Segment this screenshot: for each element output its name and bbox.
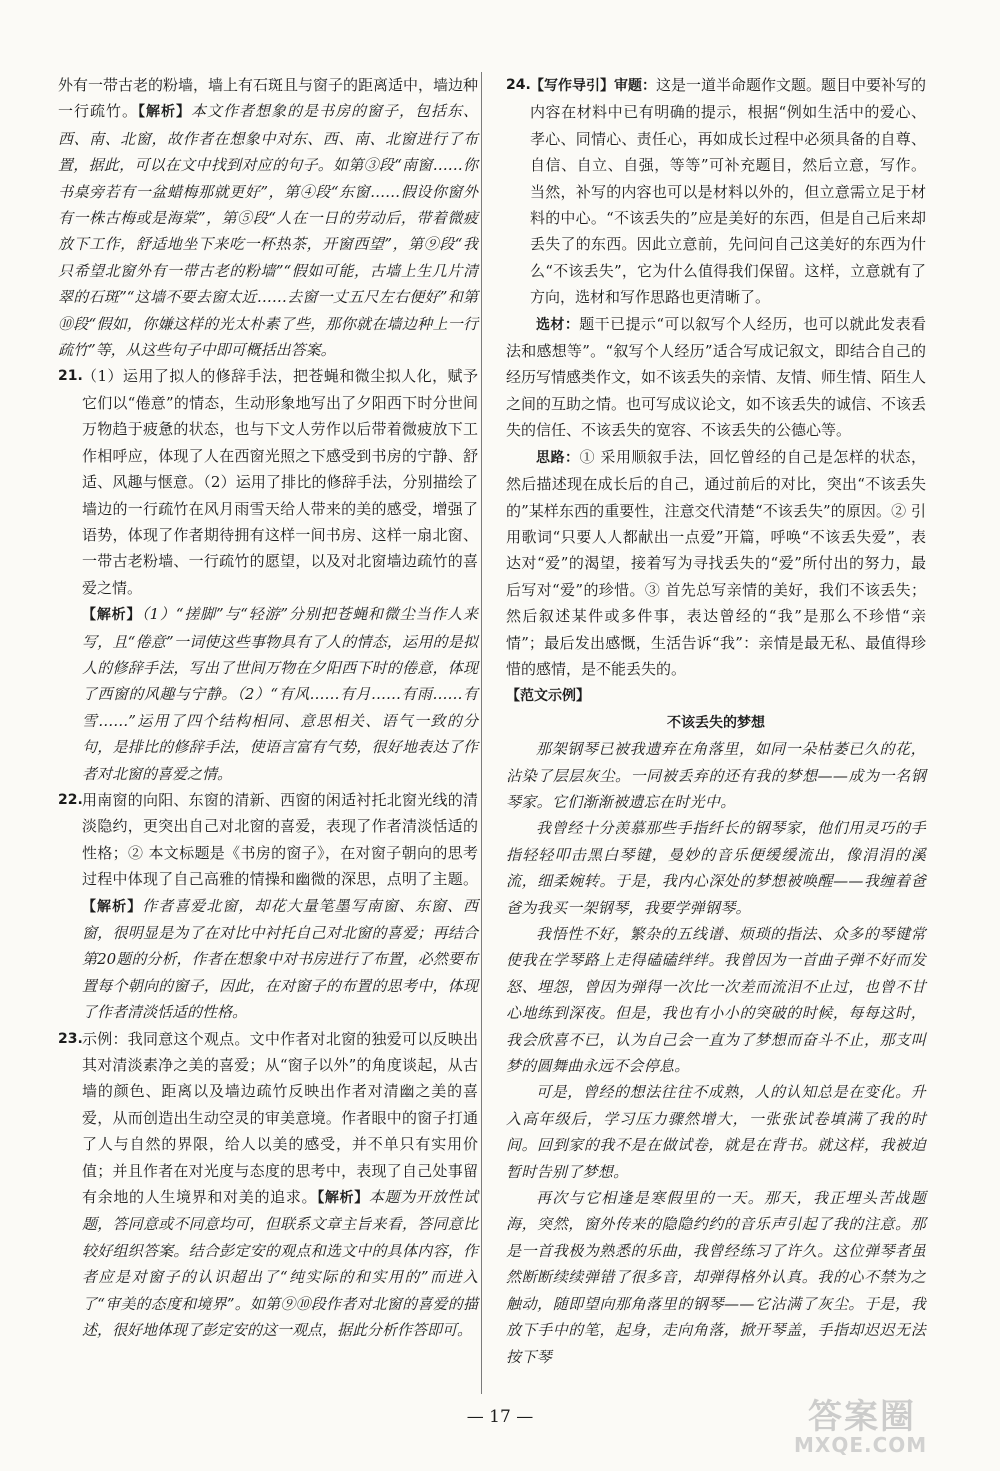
essay-paragraph-3: 我悟性不好，繁杂的五线谱、烦琐的指法、众多的琴键常使我在学琴路上走得磕磕绊绊。我曾因为一首曲子弹不好而发怒、埋怨，曾因为弹得一次比一次差而流泪不止过，也曾不甘心地练到深夜。但是，我也有小小的突破的时候，每每这时，我会欣喜不已，认为自己会一直为了梦想而奋斗不止，那支叫梦的圆舞曲永远不会停息。: [506, 925, 926, 1076]
essay-title: 不该丢失的梦想: [667, 714, 765, 731]
question-24: [506, 72, 926, 311]
column-divider: [481, 72, 482, 1394]
answer-text: 用南窗的向阳、东窗的清新、西窗的闲适衬托北窗光线的清淡隐约，更突出自己对北窗的喜爱，表现了作者清淡恬适的性格；② 本文标题是《书房的窗子》，在对窗子朝向的思考过程中体现了自己高雅的情操和幽微的深思，点明了主题。: [82, 790, 478, 889]
question-21: [58, 363, 478, 787]
essay-paragraph-4: 可是，曾经的想法往往不成熟，人的认知总是在变化。升入高年级后，学习压力骤然增大，一张张试卷填满了我的时间。回到家的我不是在做试卷，就是在背书。就这样，我被迫暂时告别了梦想。: [506, 1083, 926, 1181]
question-22: [58, 787, 478, 1026]
shenti-text: 这是一道半命题作文题。题目中要补写的内容在材料中已有明确的提示，根据“例如生活中的爱心、孝心、同情心、责任心，再如成长过程中必须具备的自尊、自信、自立、自强，等等”可补充题目，然后立意，写作。当然，补写的内容也可以是材料以外的，但立意需立足于材料的中心。“不该丢失的”应是美好的东西，但是自己后来却丢失了的东西。因此立意前，先问问自己这美好的东西为什么“不该丢失”，它为什么值得我们保留。这样，立意就有了方向，选材和写作思路也更清晰了。: [530, 76, 927, 307]
silu-text: ① 采用顺叙手法，回忆曾经的自己是怎样的状态，然后描述现在成长后的自己，通过前后的对比，突出“不该丢失的”某样东西的重要性，注意交代清楚“不该丢失”的原因。② 引用歌词“只要人人都献出一点爱”开篇，呼唤“不该丢失爱”，表达对“爱”的渴望，接着写为寻找丢失的“爱”所付出的努力，最后写对“爱”的珍惜。③ 首先总写亲情的美好，我们不该丢失；然后叙述某件或多件事，表达曾经的“我”是那么不珍惜“亲情”；最后发出感慨，生活告诉“我”：亲情是最无私、最值得珍惜的感情，是不能丢失的。: [506, 447, 926, 678]
question-number: 22.: [58, 791, 83, 808]
question-number: 23.: [58, 1030, 83, 1047]
watermark-url: MXQE.COM: [794, 1433, 928, 1457]
question-23: [58, 1026, 478, 1344]
q20-analysis-continued: 外有一带古老的粉墙，墙上有石斑且与窗子的距离适中，墙边种一行疏竹。【解析】本文作者想象的是书房的窗子，包括东、西、南、北窗，故作者在想象中对东、西、南、北窗进行了布置，据此，可以在文中找到对应的句子。如第③段“南窗……你书桌旁若有一盆蜡梅那就更好”，第④段“东窗……假设你窗外有一株古梅或是海棠”，第⑤段“人在一日的劳动后，带着微疲放下工作，舒适地坐下来吃一杯热茶，开窗西望”，第⑨段“我只希望北窗外有一带古老的粉墙”“假如可能，古墙上生几片清翠的石斑”“这墙不要去窗太近……去窗一丈五尺左右便好”和第⑩段“假如，你嫌这样的光太朴素了些，那你就在墙边种上一行疏竹”等，从这些句子中即可概括出答案。: [58, 76, 479, 360]
xuancai-text: 题干已提示“可以叙写个人经历，也可以就此发表看法和感想等”。“叙写个人经历”适合写成记叙文，即结合自己的经历写情感类作文，如不该丢失的亲情、友情、师生情、陌生人之间的互助之情。也可写成议论文，如不该丢失的诚信、不该丢失的信任、不该丢失的宽容、不该丢失的公德心等。: [506, 314, 927, 440]
model-essay-tag: 【范文示例】: [506, 688, 590, 705]
watermark-logo-text: 答案圈: [808, 1397, 916, 1437]
xuancai-label: 选材：: [536, 316, 580, 333]
question-number: 21.: [58, 368, 83, 385]
analysis-text: 本题为开放性试题，答同意或不同意均可，但联系文章主旨来看，答同意比较好组织答案。结合彭定安的观点和选文中的具体内容，作者应是对窗子的认识超出了“纯实际的和实用的”而进入了“审美的态度和境界”。如第⑨⑩段作者对北窗的喜爱的描述，很好地体现了彭定安的这一观点，据此分析作答即可。: [82, 1188, 478, 1340]
xuancai-paragraph: [506, 311, 926, 444]
right-column: [506, 72, 926, 1370]
analysis-tag: 【解析】: [82, 607, 142, 624]
essay-paragraph-1: 那架钢琴已被我遗弃在角落里，如同一朵枯萎已久的花，沾染了层层灰尘。一同被丢弃的还有我的梦想——成为一名钢琴家。它们渐渐被遗忘在时光中。: [506, 740, 926, 811]
answer-text: 示例：我同意这个观点。文中作者对北窗的独爱可以反映出其对清淡素净之美的喜爱；从“窗子以外”的角度谈起，从古墙的颜色、距离以及墙边疏竹反映出作者对清幽之美的喜爱，从而创造出生动空灵的审美意境。作者眼中的窗子打通了人与自然的界限，给人以美的感受，并不单只有实用价值；并且作者在对光度与态度的思考中，表现了自己处事留有余地的人生境界和对美的追求。: [82, 1029, 478, 1207]
analysis-tag: 【解析】: [82, 898, 143, 915]
silu-label: 思路：: [536, 449, 580, 466]
analysis-text: （1）“搓脚”与“轻游”分别把苍蝇和微尘当作人来写，且“倦意”一词使这些事物具有了人的情态，运用的是拟人的修辞手法，写出了世间万物在夕阳西下时的倦意，体现了西窗的风趣与宁静。（2）“有风……有月……有雨……有雪……”运用了四个结构相同、意思相关、语气一致的分句，是排比的修辞手法，使语言富有气势，很好地表达了作者对北窗的喜爱之情。: [82, 605, 478, 783]
left-column: [58, 72, 478, 1344]
essay-paragraph-5: 再次与它相逢是寒假里的一天。那天，我正埋头苦战题海，突然，窗外传来的隐隐约约的音乐声引起了我的注意。那是一首我极为熟悉的乐曲，我曾经练习了许久。这位弹琴者虽然断断续续弹错了很多音，却弹得格外认真。我的心不禁为之触动，随即望向那角落里的钢琴——它沾满了灰尘。于是，我放下手中的笔，起身，走向角落，掀开琴盖，手指却迟迟无法按下琴: [506, 1189, 926, 1366]
question-number: 24.: [506, 77, 531, 93]
silu-paragraph: [506, 444, 926, 683]
analysis-tag: 【解析】: [317, 1190, 369, 1207]
watermark-logo: [794, 1389, 984, 1461]
shenti-label: 审题：: [614, 78, 656, 94]
writing-guide-tag: 【写作导引】: [530, 78, 614, 94]
essay-paragraph-2: 我曾经十分羡慕那些手指纤长的钢琴家，他们用灵巧的手指轻轻叩击黑白琴键，曼妙的音乐便缓缓流出，像涓涓的溪流，细柔婉转。于是，我内心深处的梦想被唤醒——我缠着爸爸为我买一架钢琴，我要学弹钢琴。: [506, 819, 926, 917]
analysis-text: 本文作者想象的是书房的窗子，包括东、西、南、北窗，故作者在想象中对东、西、南、北窗进行了布置，据此，可以在文中找到对应的句子。如第③段“南窗……你书桌旁若有一盆蜡梅那就更好”，第④段“东窗……假设你窗外有一株古梅或是海棠”，第⑤段“人在一日的劳动后，带着微疲放下工作，舒适地坐下来吃一杯热茶，开窗西望”，第⑨段“我只希望北窗外有一带古老的粉墙”“假如可能，古墙上生几片清翠的石斑”“这墙不要去窗太近……去窗一丈五尺左右便好”和第⑩段“假如，你嫌这样的光太朴素了些，那你就在墙边种上一行疏竹”等，从这些句子中即可概括出答案。: [58, 102, 478, 360]
analysis-text: 作者喜爱北窗，却花大量笔墨写南窗、东窗、西窗，很明显是为了在对比中衬托自己对北窗的喜爱；再结合第20题的分析，作者在想象中对书房进行了布置，必然要布置每个朝向的窗子，因此，在对窗子的布置的思考中，体现了作者清淡恬适的性格。: [82, 896, 478, 1022]
analysis-tag: 【解析】: [138, 104, 191, 121]
answer-text: （1）运用了拟人的修辞手法，把苍蝇和微尘拟人化，赋予它们以“倦意”的情态，生动形象地写出了夕阳西下时分世间万物趋于疲惫的状态，也与下文人劳作以后带着微疲放下工作相呼应，体现了人在西窗光照之下感受到书房的宁静、舒适、风趣与惬意。（2）运用了排比的修辞手法，分别描绘了墙边的一行疏竹在风月雨雪天给人带来的美的感受，增强了语势，体现了作者期待拥有这样一间书房、这样一扇北窗、一带古老粉墙、一行疏竹的愿望，以及对北窗墙边疏竹的喜爱之情。: [82, 367, 478, 597]
page-number: — 17 —: [466, 1407, 534, 1427]
